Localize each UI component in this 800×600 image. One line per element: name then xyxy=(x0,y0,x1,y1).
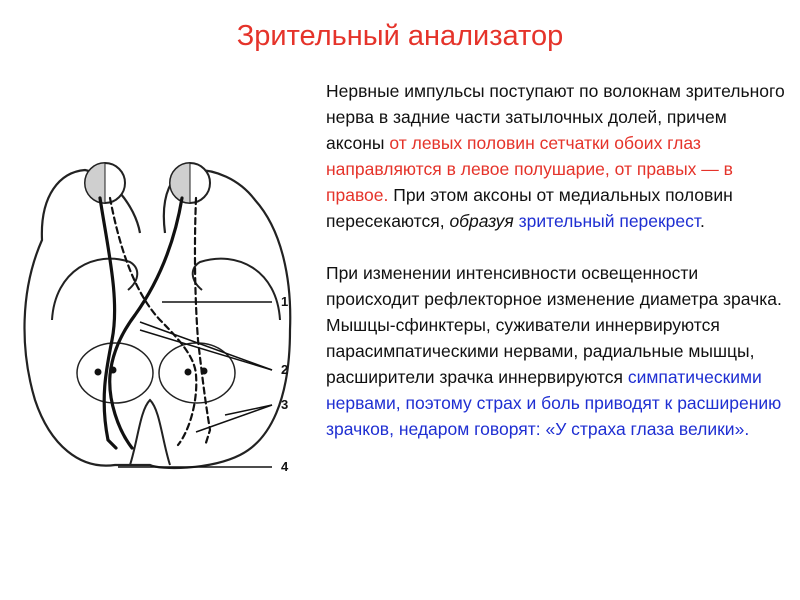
leader-line-2b xyxy=(140,330,272,370)
leader-line-2a xyxy=(140,322,272,370)
brain-outline xyxy=(25,170,291,468)
highlight-blue: зрительный перекрест xyxy=(518,211,700,231)
text-span: Нервные импульсы поступают по волокнам зрительного нерва в задние части затылочных долей, причем аксоны xyxy=(326,81,785,153)
highlight-red: от левых половин сетчатки обоих глаз направляются в левое полушарие, от правых — в правое. xyxy=(326,133,733,205)
description-text xyxy=(326,78,786,442)
highlight-blue: симпатическими нервами, поэтому страх и боль приводят к расширению зрачков, недаром говорят: «У страха глаза велики». xyxy=(326,367,782,439)
paragraph-visual-pathway xyxy=(326,78,786,234)
pathway-right-cross xyxy=(110,198,182,448)
slide-title: Зрительный анализатор xyxy=(236,20,564,52)
label-3: 3 xyxy=(281,397,289,412)
brainstem-notch xyxy=(130,400,170,465)
text-italic: образуя xyxy=(449,211,514,231)
label-2: 2 xyxy=(281,362,289,377)
text-span: . xyxy=(699,211,705,231)
visual-pathway-diagram xyxy=(20,150,310,490)
text-span: При этом аксоны от медиальных половин пересекаются, xyxy=(326,185,733,231)
pathway-left-cross xyxy=(110,198,196,445)
pathway-right-dashed xyxy=(195,198,210,446)
label-1: 1 xyxy=(281,294,289,309)
paragraph-pupil-reflex xyxy=(326,260,786,442)
label-4: 4 xyxy=(281,459,289,474)
synapse-dot xyxy=(110,367,117,374)
inner-contour-left xyxy=(52,259,137,320)
inner-contour-right xyxy=(193,259,280,320)
synapse-dot xyxy=(201,368,208,375)
synapse-dot xyxy=(185,369,192,376)
text-span: При изменении интенсивности освещенности происходит рефлекторное изменение диаметра зрачка. Мышцы-сфинктеры, суживатели иннервируются парасимпатическими нервами, радиальные мышцы, расширители зрачка иннервируются xyxy=(326,263,782,387)
synapse-dot xyxy=(95,369,102,376)
